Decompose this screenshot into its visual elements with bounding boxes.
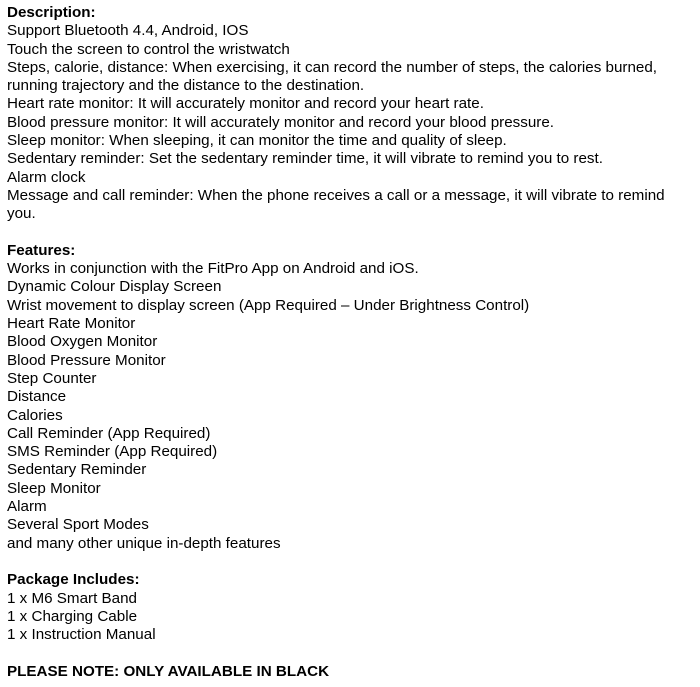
feature-item: Wrist movement to display screen (App Required – Under Brightness Control) [7, 296, 530, 314]
description-line: running trajectory and the distance to the destination. [7, 77, 365, 95]
features-heading: Features: [7, 241, 76, 259]
feature-item: Several Sport Modes [7, 516, 149, 534]
availability-note: PLEASE NOTE: ONLY AVAILABLE IN BLACK [7, 662, 330, 680]
feature-item: Alarm [7, 498, 47, 516]
section-spacer [7, 644, 700, 662]
package-section [7, 571, 700, 644]
description-line: Heart rate monitor: It will accurately monitor and record your heart rate. [7, 95, 484, 113]
feature-item: Call Reminder (App Required) [7, 424, 211, 442]
features-section [7, 242, 700, 553]
feature-item: and many other unique in-depth features [7, 534, 281, 552]
description-heading: Description: [7, 4, 96, 21]
description-line: Message and call reminder: When the phone receives a call or a message, it will vibrate to remind [7, 186, 665, 204]
description-line: Sedentary reminder: Set the sedentary reminder time, it will vibrate to remind you to rest. [7, 150, 603, 168]
section-spacer [7, 224, 700, 242]
description-section [7, 4, 700, 224]
feature-item: Sedentary Reminder [7, 461, 147, 479]
feature-item: Calories [7, 406, 63, 424]
description-line: Support Bluetooth 4.4, Android, IOS [7, 22, 249, 40]
description-line: Alarm clock [7, 168, 86, 186]
feature-item: Blood Pressure Monitor [7, 351, 166, 369]
package-item: 1 x M6 Smart Band [7, 589, 137, 607]
description-line: Blood pressure monitor: It will accurately monitor and record your blood pressure. [7, 113, 555, 131]
description-line: you. [7, 205, 36, 223]
package-item: 1 x Instruction Manual [7, 626, 156, 644]
feature-item: SMS Reminder (App Required) [7, 443, 218, 461]
feature-item: Distance [7, 388, 67, 406]
description-line: Sleep monitor: When sleeping, it can monitor the time and quality of sleep. [7, 132, 507, 150]
feature-item: Heart Rate Monitor [7, 315, 136, 333]
section-spacer [7, 553, 700, 571]
feature-item: Dynamic Colour Display Screen [7, 278, 222, 296]
description-line: Touch the screen to control the wristwatch [7, 40, 290, 58]
description-line: Steps, calorie, distance: When exercising, it can record the number of steps, the calories burned, [7, 58, 658, 76]
feature-item: Sleep Monitor [7, 479, 101, 497]
package-item: 1 x Charging Cable [7, 607, 138, 625]
feature-item: Blood Oxygen Monitor [7, 333, 158, 351]
feature-item: Works in conjunction with the FitPro App on Android and iOS. [7, 260, 419, 278]
feature-item: Step Counter [7, 369, 97, 387]
package-heading: Package Includes: [7, 571, 140, 589]
